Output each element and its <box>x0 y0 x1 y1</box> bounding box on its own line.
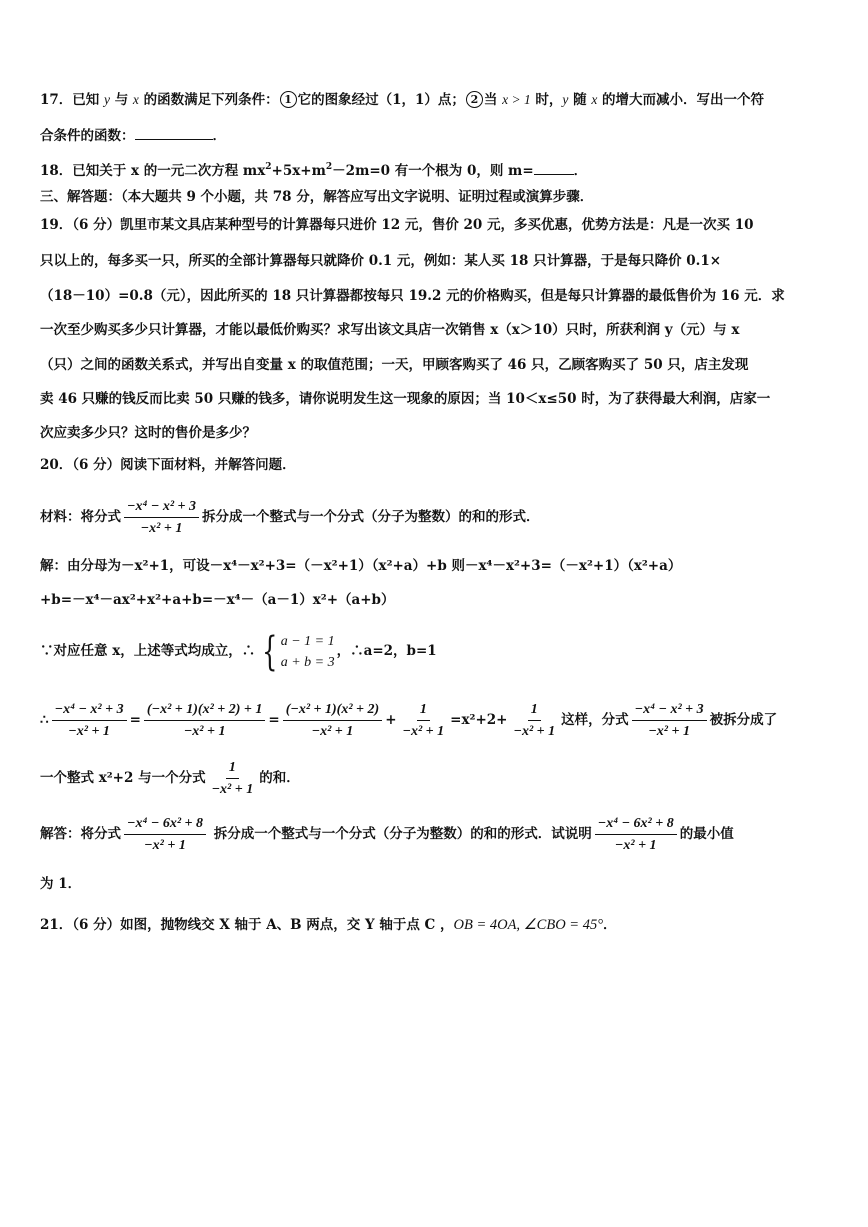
fraction-numerator: (−x² + 1)(x² + 2) <box>283 701 382 721</box>
superscript: 2 <box>325 162 333 172</box>
fraction <box>124 498 199 537</box>
plus-sign: + <box>385 712 397 728</box>
q17-var-y: y <box>562 92 569 107</box>
section-heading: 三、解答题：（本大题共 9 个小题，共 78 分，解答应写出文字说明、证明过程或演算步骤． <box>40 189 594 205</box>
left-brace-icon: { <box>262 628 278 675</box>
q20-material <box>40 497 540 537</box>
superscript: 2 <box>265 162 272 172</box>
q20-solution-line2: +b=－x⁴－ax²+x²+a+b=－x⁴－（a－1）x²+（a+b） <box>40 592 395 608</box>
fraction-numerator: −x⁴ − x² + 3 <box>632 701 707 721</box>
q19-line: 19．（6 分）凯里市某文具店某种型号的计算器每只进价 12 元，售价 20 元，多买优惠，优势方法是：凡是一次买 10 <box>40 217 754 233</box>
q17-condition: x > 1 <box>502 92 531 107</box>
q21-text: 21．（6 分）如图，抛物线交 X 轴于 A、B 两点，交 Y 轴于点 C ， <box>40 917 454 933</box>
q17-text: 17．已知 <box>40 92 104 108</box>
q17-text: 与 <box>110 92 133 108</box>
equals-sign: = <box>129 712 141 728</box>
q21-text: ． <box>603 917 617 933</box>
q18-text: －2m=0 有一个根为 0，则 m= <box>332 163 534 179</box>
q20-text: ∵对应任意 x，上述等式均成立，∴ <box>40 643 256 659</box>
q20-text: 拆分成一个整式与一个分式（分子为整数）的和的形式．试说明 <box>209 826 592 842</box>
q21-math: OB = 4OA, ∠CBO = 45° <box>453 917 604 933</box>
fraction-denominator: −x² + 1 <box>68 724 110 739</box>
q17-text: 它的图象经过（1，1）点； <box>297 92 465 108</box>
fraction <box>283 701 382 740</box>
fraction <box>595 815 677 854</box>
q20-integer-line <box>40 758 300 798</box>
equation-system <box>257 628 335 675</box>
fraction-numerator: 1 <box>226 759 239 779</box>
q20-text: 的最小值 <box>679 826 734 842</box>
fraction-numerator: 1 <box>417 701 430 721</box>
fraction <box>124 815 206 854</box>
q19-line: （只）之间的函数关系式，并写出自变量 x 的取值范围；一天，甲顾客购买了 46 只，乙顾客购买了 50 只，店主发现 <box>40 357 749 373</box>
circled-number-2: 2 <box>466 91 483 108</box>
q17-text: 的增大而减小．写出一个符 <box>597 92 765 108</box>
fraction-numerator: −x⁴ − 6x² + 8 <box>124 815 206 835</box>
q18-line <box>40 160 587 181</box>
fraction-denominator: −x² + 1 <box>648 724 690 739</box>
q17-line1 <box>40 90 764 110</box>
fraction-denominator: −x² + 1 <box>513 724 556 739</box>
q17-line2 <box>40 125 226 146</box>
system-row: a − 1 = 1 <box>280 633 335 649</box>
q20-text: 被拆分成了 <box>709 712 778 728</box>
q20-text: 的和． <box>259 770 300 786</box>
q19-line: 只以上的，每多买一只，所买的全部计算器每只就降价 0.1 元，例如：某人买 18 只计算器，于是每只降价 0.1× <box>40 253 722 269</box>
q20-answer-line <box>40 814 734 854</box>
fraction-numerator: 1 <box>528 701 541 721</box>
equals-sign: = <box>268 712 280 728</box>
fraction-denominator: −x² + 1 <box>144 838 186 853</box>
q20-text: =x²+2+ <box>450 712 508 728</box>
q18-text: ． <box>573 163 588 179</box>
q21-line <box>40 915 617 935</box>
q20-text: 拆分成一个整式与一个分式（分子为整数）的和的形式． <box>202 509 540 525</box>
q20-header: 20．（6 分）阅读下面材料，并解答问题． <box>40 457 296 473</box>
fraction-numerator: −x⁴ − x² + 3 <box>124 498 199 518</box>
fraction <box>52 701 127 740</box>
q17-text: 的函数满足下列条件： <box>138 92 279 108</box>
q20-text: 解答：将分式 <box>40 826 121 842</box>
fraction-denominator: −x² + 1 <box>140 521 183 536</box>
q20-text: 一个整式 x²+2 与一个分式 <box>40 770 206 786</box>
answer-blank[interactable] <box>534 160 574 175</box>
q17-text: 时， <box>530 92 563 108</box>
fraction <box>510 701 558 740</box>
q19-line: （18－10）=0.8（元），因此所买的 18 只计算器都按每只 19.2 元的价格购买，但是每只计算器的最低售价为 16 元．求 <box>40 288 785 304</box>
fraction <box>209 759 257 798</box>
q19-line: 卖 46 只赚的钱反而比卖 50 只赚的钱多，请你说明发生这一现象的原因；当 10＜x≤50 时，为了获得最大利润，店家一 <box>40 391 771 407</box>
q19-line: 一次至少购买多少只计算器，才能以最低价购买？求写出该文具店一次销售 x（x＞10）只时，所获利润 y（元）与 x <box>40 322 740 338</box>
q20-solution-line1: 解：由分母为－x²+1，可设－x⁴－x²+3=（－x²+1）（x²+a）+b 则－x⁴－x²+3=（－x²+1）（x²+a） <box>40 558 682 574</box>
fraction-denominator: −x² + 1 <box>402 724 445 739</box>
q18-text: 18．已知关于 x 的一元二次方程 mx <box>40 163 266 179</box>
fraction-denominator: −x² + 1 <box>183 724 226 739</box>
fraction-numerator: −x⁴ − x² + 3 <box>52 701 127 721</box>
q17-text: 随 <box>568 92 592 108</box>
q20-text: 材料：将分式 <box>40 509 121 525</box>
circled-number-1: 1 <box>280 91 297 108</box>
q20-system-line <box>40 628 437 674</box>
q20-text: ，∴a=2，b=1 <box>336 643 437 659</box>
fraction-numerator: −x⁴ − 6x² + 8 <box>595 815 677 835</box>
q20-answer-end: 为 1． <box>40 876 82 892</box>
fraction-denominator: −x² + 1 <box>311 724 354 739</box>
q17-var-x: x <box>132 92 139 107</box>
fraction <box>144 701 265 740</box>
therefore-symbol: ∴ <box>40 712 49 728</box>
fraction-numerator: (−x² + 1)(x² + 2) + 1 <box>144 701 265 721</box>
q17-var-x: x <box>591 92 598 107</box>
q20-text: 这样，分式 <box>561 712 629 728</box>
fraction <box>632 701 707 740</box>
q19-line: 次应卖多少只？这时的售价是多少？ <box>40 425 256 441</box>
system-row: a + b = 3 <box>280 654 335 670</box>
q17-text: 合条件的函数： <box>40 128 135 144</box>
q17-text: 当 <box>483 92 503 108</box>
fraction <box>400 701 448 740</box>
q17-var-y: y <box>104 92 110 107</box>
fraction-denominator: −x² + 1 <box>614 838 657 853</box>
q20-equation-line <box>40 700 777 740</box>
answer-blank[interactable] <box>135 125 213 140</box>
q18-text: +5x+m <box>271 163 326 179</box>
q17-text: ． <box>212 128 226 144</box>
fraction-denominator: −x² + 1 <box>211 782 254 797</box>
